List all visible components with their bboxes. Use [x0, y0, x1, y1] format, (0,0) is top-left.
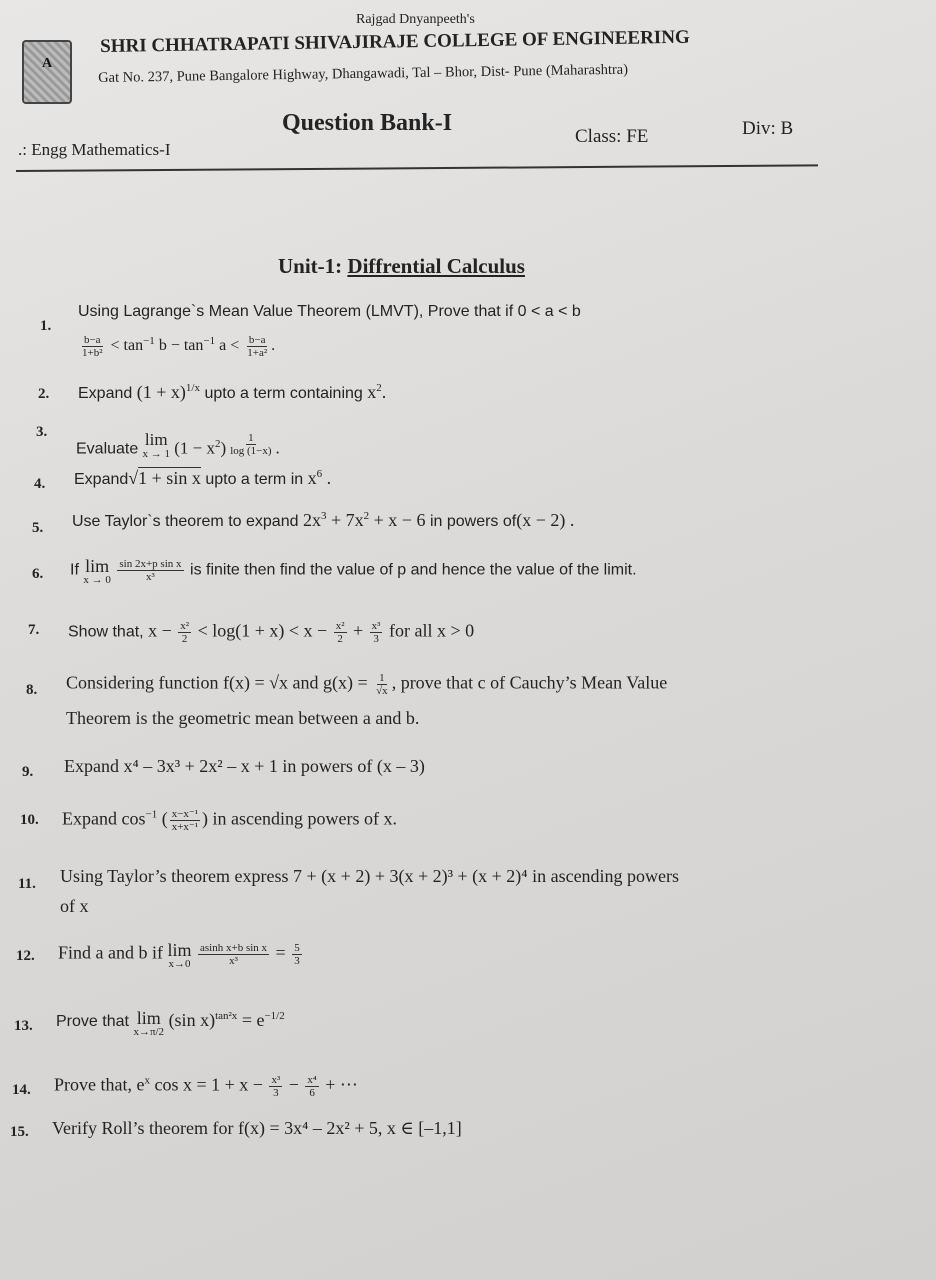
fraction: $\frac{\text{sin 2x+p sin x}}{\text{x³}}$ [119, 558, 182, 583]
q8-text-2: prove that c of Cauchy’s Mean Value [400, 672, 668, 693]
class-label: Class: FE [575, 126, 649, 147]
question-1-inequality: $\frac{b-a}{\text{1+b²}}$ < $\tan^{-1} b - \tan^{-1} a$ < $\frac{b-a}{\text{1+a²}}$ . [82, 334, 276, 359]
question-number: 1. [40, 318, 52, 334]
q4-text-2: upto a term in [205, 471, 304, 488]
question-11-line-2: of x [60, 896, 89, 916]
question-8: Considering function f(x) = √x and g(x) = $\frac{1}{√x}$ , prove that c of Cauchy’s Mean Value [66, 672, 668, 697]
limit: lim x→0 [167, 940, 192, 970]
question-8-line-2: Theorem is the geometric mean between a and b. [66, 708, 420, 728]
question-3: Evaluate lim x → 1 $(1 - x^2)$ $^{\frac{1}{\log (1-x)}}$ . [76, 430, 280, 460]
unit-prefix: Unit-1: [278, 254, 343, 278]
question-number: 9. [22, 764, 34, 780]
question-7: Show that, x − $\frac{\text{x²}}{2}$ < log(1 + x) < x − $\frac{\text{x²}}{2}$ + $\frac{\text{x³}}{3}$ for all x > 0 [68, 620, 475, 645]
unit-heading [278, 254, 525, 279]
college-address: Gat No. 237, Pune Bangalore Highway, Dhangawadi, Tal – Bhor, Dist- Pune (Maharashtra) [98, 61, 629, 86]
question-number: 15. [10, 1124, 29, 1140]
question-number: 11. [18, 876, 36, 892]
q6-text-2: is finite then find the value of p and hence the value of the limit. [190, 561, 637, 579]
q7-text-2: for all x > 0 [388, 620, 475, 641]
question-4: Expand√1 + sin x upto a term in $x^6$ . [74, 468, 332, 488]
question-14: Prove that, $e^x$ cos x = 1 + x − $\frac{\text{x³}}{3}$ − $\frac{\text{x⁴}}{6}$ + ⋯ [54, 1074, 358, 1099]
question-number: 12. [16, 948, 35, 964]
limit: lim x → 0 [83, 556, 111, 586]
unit-name: Diffrential Calculus [347, 254, 525, 278]
question-number: 14. [12, 1082, 31, 1098]
question-10: Expand $\cos^{-1}$ ( $\frac{\text{x−x⁻¹}}{\text{x+x⁻¹}}$ ) in ascending powers of x. [62, 808, 397, 833]
question-12: Find a and b if lim x→0 $\frac{\text{asinh x+b sin x}}{\text{x³}}$ = $\frac{5}{3}$ [58, 940, 300, 970]
q7-text: Show that, [68, 623, 144, 641]
question-number: 4. [34, 476, 46, 492]
college-name: SHRI CHHATRAPATI SHIVAJIRAJE COLLEGE OF ENGINEERING [100, 26, 690, 57]
question-number: 2. [38, 386, 50, 402]
div-label: Div: B [742, 118, 794, 139]
q3-text: Evaluate [76, 440, 139, 458]
q14-text: Prove that, [54, 1074, 132, 1095]
q5-text-2: in powers of [429, 513, 517, 530]
fraction: $\frac{b-a}{\text{1+b²}}$ [82, 334, 103, 359]
question-11: Using Taylor’s theorem express 7 + (x + 2) + 3(x + 2)³ + (x + 2)⁴ in ascending powers [60, 866, 680, 886]
question-5: Use Taylor`s theorem to expand $2x^3 + 7x^2 + x - 6$ in powers of(x − 2) . [72, 510, 575, 530]
limit: lim x→π/2 [133, 1008, 165, 1038]
q4-text: Expand [74, 471, 129, 488]
question-15: Verify Roll’s theorem for f(x) = 3x⁴ – 2x² + 5, x ∈ [–1,1] [52, 1118, 462, 1138]
college-logo: A [22, 40, 72, 104]
question-6 [70, 558, 637, 586]
header-rule [16, 164, 818, 172]
q12-text: Find a and b if [58, 942, 163, 963]
q1-text: Using Lagrange`s Mean Value Theorem (LMVT), Prove that if 0 < a < b [78, 303, 581, 320]
question-2: Expand $(1 + x)^{1/x}$ upto a term containing $x^2$. [78, 382, 387, 402]
q2-text: Expand [78, 385, 133, 402]
trust-name: Rajgad Dnyanpeeth's [356, 12, 475, 27]
subject: .: Engg Mathematics-I [18, 140, 171, 159]
question-number: 10. [20, 812, 39, 828]
question-1 [78, 300, 581, 321]
question-number: 8. [26, 682, 38, 698]
doc-title: Question Bank-I [282, 110, 453, 136]
question-number: 5. [32, 520, 44, 536]
q5-text: Use Taylor`s theorem to expand [72, 513, 299, 530]
question-number: 13. [14, 1018, 33, 1034]
q2-text-2: upto a term containing [204, 385, 363, 402]
q6-text: If [70, 561, 79, 579]
question-13: Prove that lim x→π/2 (sin $x)^{tan^2x} = e^{-1/2}$ [56, 1008, 285, 1038]
question-number: 6. [32, 566, 44, 582]
limit: lim x → 1 [142, 430, 171, 460]
q13-text: Prove that [56, 1013, 129, 1030]
question-number: 3. [36, 424, 48, 440]
q10-text-2: in ascending powers of x. [212, 808, 397, 829]
question-9: Expand x⁴ – 3x³ + 2x² – x + 1 in powers of (x – 3) [64, 756, 425, 776]
fraction: $\frac{b-a}{\text{1+a²}}$ [247, 334, 268, 359]
question-number: 7. [28, 622, 40, 638]
fraction: $\frac{\text{asinh x+b sin x}}{\text{x³}}$ [200, 942, 268, 967]
q10-text: Expand cos [62, 808, 146, 829]
q8-text: Considering function [66, 672, 219, 693]
